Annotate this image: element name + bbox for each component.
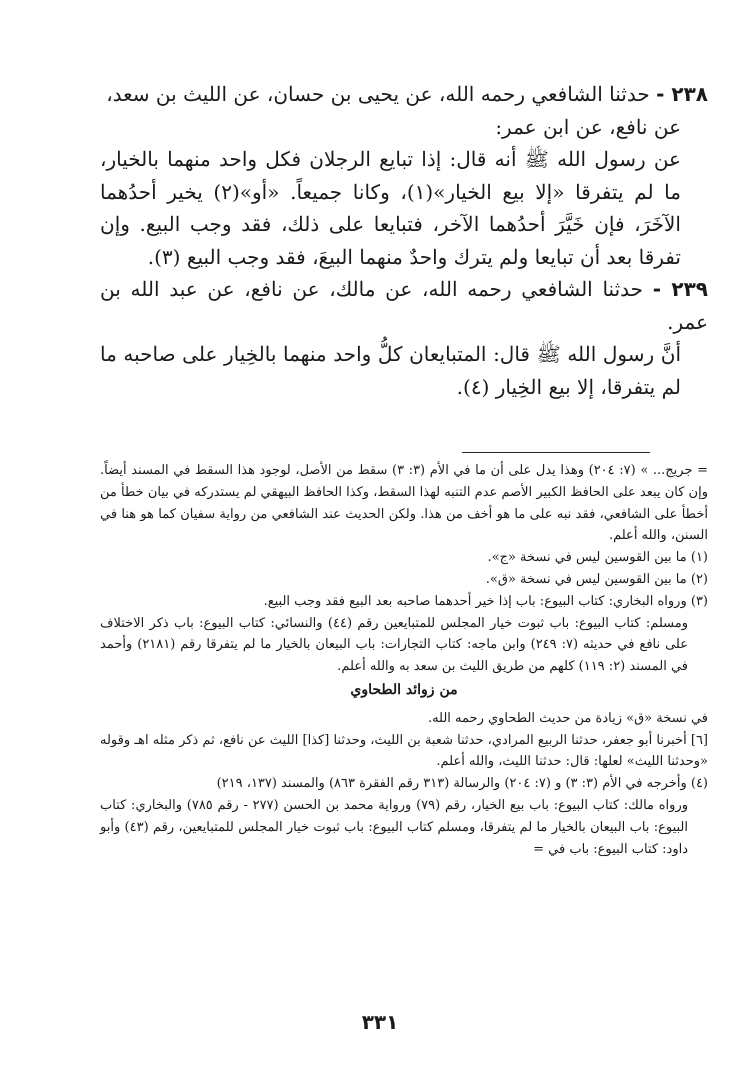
hadith-matn: عن رسول الله ﷺ أنه قال: إذا تبايع الرجلان فكل واحد منهما بالخيار، ما لم يتفرقا «إلا بيع الخيار»(١)، وكانا جميعاً. «أو»(٢) يخير أحدُهما الآخَرَ، فإن خَيَّرَ أحدُهما الآخر، فتبايعا على ذلك، فقد وجب البيع. وإن تفرقا بعد أن تبايعا ولم يترك واحدٌ منهما البيعَ، فقد وجب البيع (٣).: [100, 147, 681, 269]
hadith-number: ٢٣٨ -: [656, 82, 708, 106]
footnote-4-continuation: ورواه مالك: كتاب البيوع: باب بيع الخيار، رقم (٧٩) ورواية محمد بن الحسن (٢٧٧ - رقم ٧٨٥) والبخاري: كتاب البيوع: باب البيعان بالخيار ما لم يتفرقا، ومسلم كتاب البيوع: باب ثبوت خيار المجلس للمتبايعين، رقم (٤٣) وأبو داود: كتاب البيوع: باب في =: [100, 797, 689, 857]
hadith-matn: أنَّ رسول الله ﷺ قال: المتبايعان كلُّ واحد منهما بالخِيار على صاحبه ما لم يتفرقا، إلا بيع الخِيار (٤).: [100, 342, 681, 399]
main-text: [100, 78, 708, 403]
hadith-number: ٢٣٩ -: [652, 277, 709, 301]
footnote-1: (١) ما بين القوسين ليس في نسخة «ج».: [487, 550, 708, 566]
footnote-continuation: = جريج... » (٧: ٢٠٤) وهذا يدل على أن ما في الأم (٣: ٣) سقط من الأصل، لوجود هذا السقط في المسند أيضاً. وإن كان يبعد على الحافظ الكبير الأصم عدم التنبه لهذا السقط، وكذا الحافظ البيهقي لم يستدركه في بيان خطأ من أخطأ على الشافعي، فقد نبه على ما هو أخف من هذا. ولكن الحديث عند الشافعي من رواية سفيان كما هو هنا في السنن، والله أعلم.: [100, 463, 709, 544]
footnote-2: (٢) ما بين القوسين ليس في نسخة «ق».: [485, 571, 708, 587]
footnote-subheading: من زوائد الطحاوي: [350, 681, 458, 698]
hadith-isnad-continuation: عن نافع، عن ابن عمر:: [495, 114, 681, 139]
footnotes: [100, 460, 708, 860]
footnote-3-continuation: ومسلم: كتاب البيوع: باب ثبوت خيار المجلس للمتبايعين رقم (٤٤) والنسائي: كتاب البيوع: باب ذكر الاختلاف على نافع في حديثه (٧: ٢٤٩) وابن ماجه: كتاب التجارات: باب البيعان بالخيار ما لم يتفرقا رقم (٢١٨١) وأحمد في المسند (٢: ١١٩) كلهم من طريق الليث بن سعد به والله أعلم.: [100, 615, 688, 675]
page-number: ٣٣١: [361, 1010, 399, 1034]
footnote-4: (٤) وأخرجه في الأم (٣: ٣) و (٧: ٢٠٤) والرسالة (٣١٣ رقم الفقرة ٨٦٣) والمسند (١٣٧، ٢١٩): [216, 776, 708, 792]
hadith-238: [100, 78, 708, 111]
hadith-isnad: حدثنا الشافعي رحمه الله، عن يحيى بن حسان، عن الليث بن سعد،: [106, 82, 650, 106]
footnote-3: (٣) ورواه البخاري: كتاب البيوع: باب إذا خير أحدهما صاحبه بعد البيع فقد وجب البيع.: [263, 593, 708, 609]
zawaid-narration: [٦] أخبرنا أبو جعفر، حدثنا الربيع المرادي، حدثنا شعبة بن الليث، وحدثنا [كذا] الليث عن نافع، ثم ذكر مثله اهـ وقوله «وحدثنا الليث» لعلها: قال: حدثنا الليث، والله أعلم.: [100, 732, 708, 770]
hadith-239: [100, 273, 708, 338]
zawaid-note: في نسخة «ق» زيادة من حديث الطحاوي رحمه الله.: [427, 710, 708, 726]
hadith-isnad: حدثنا الشافعي رحمه الله، عن مالك، عن نافع، عن عبد الله بن عمر.: [100, 277, 708, 334]
footnote-divider: [462, 452, 650, 453]
